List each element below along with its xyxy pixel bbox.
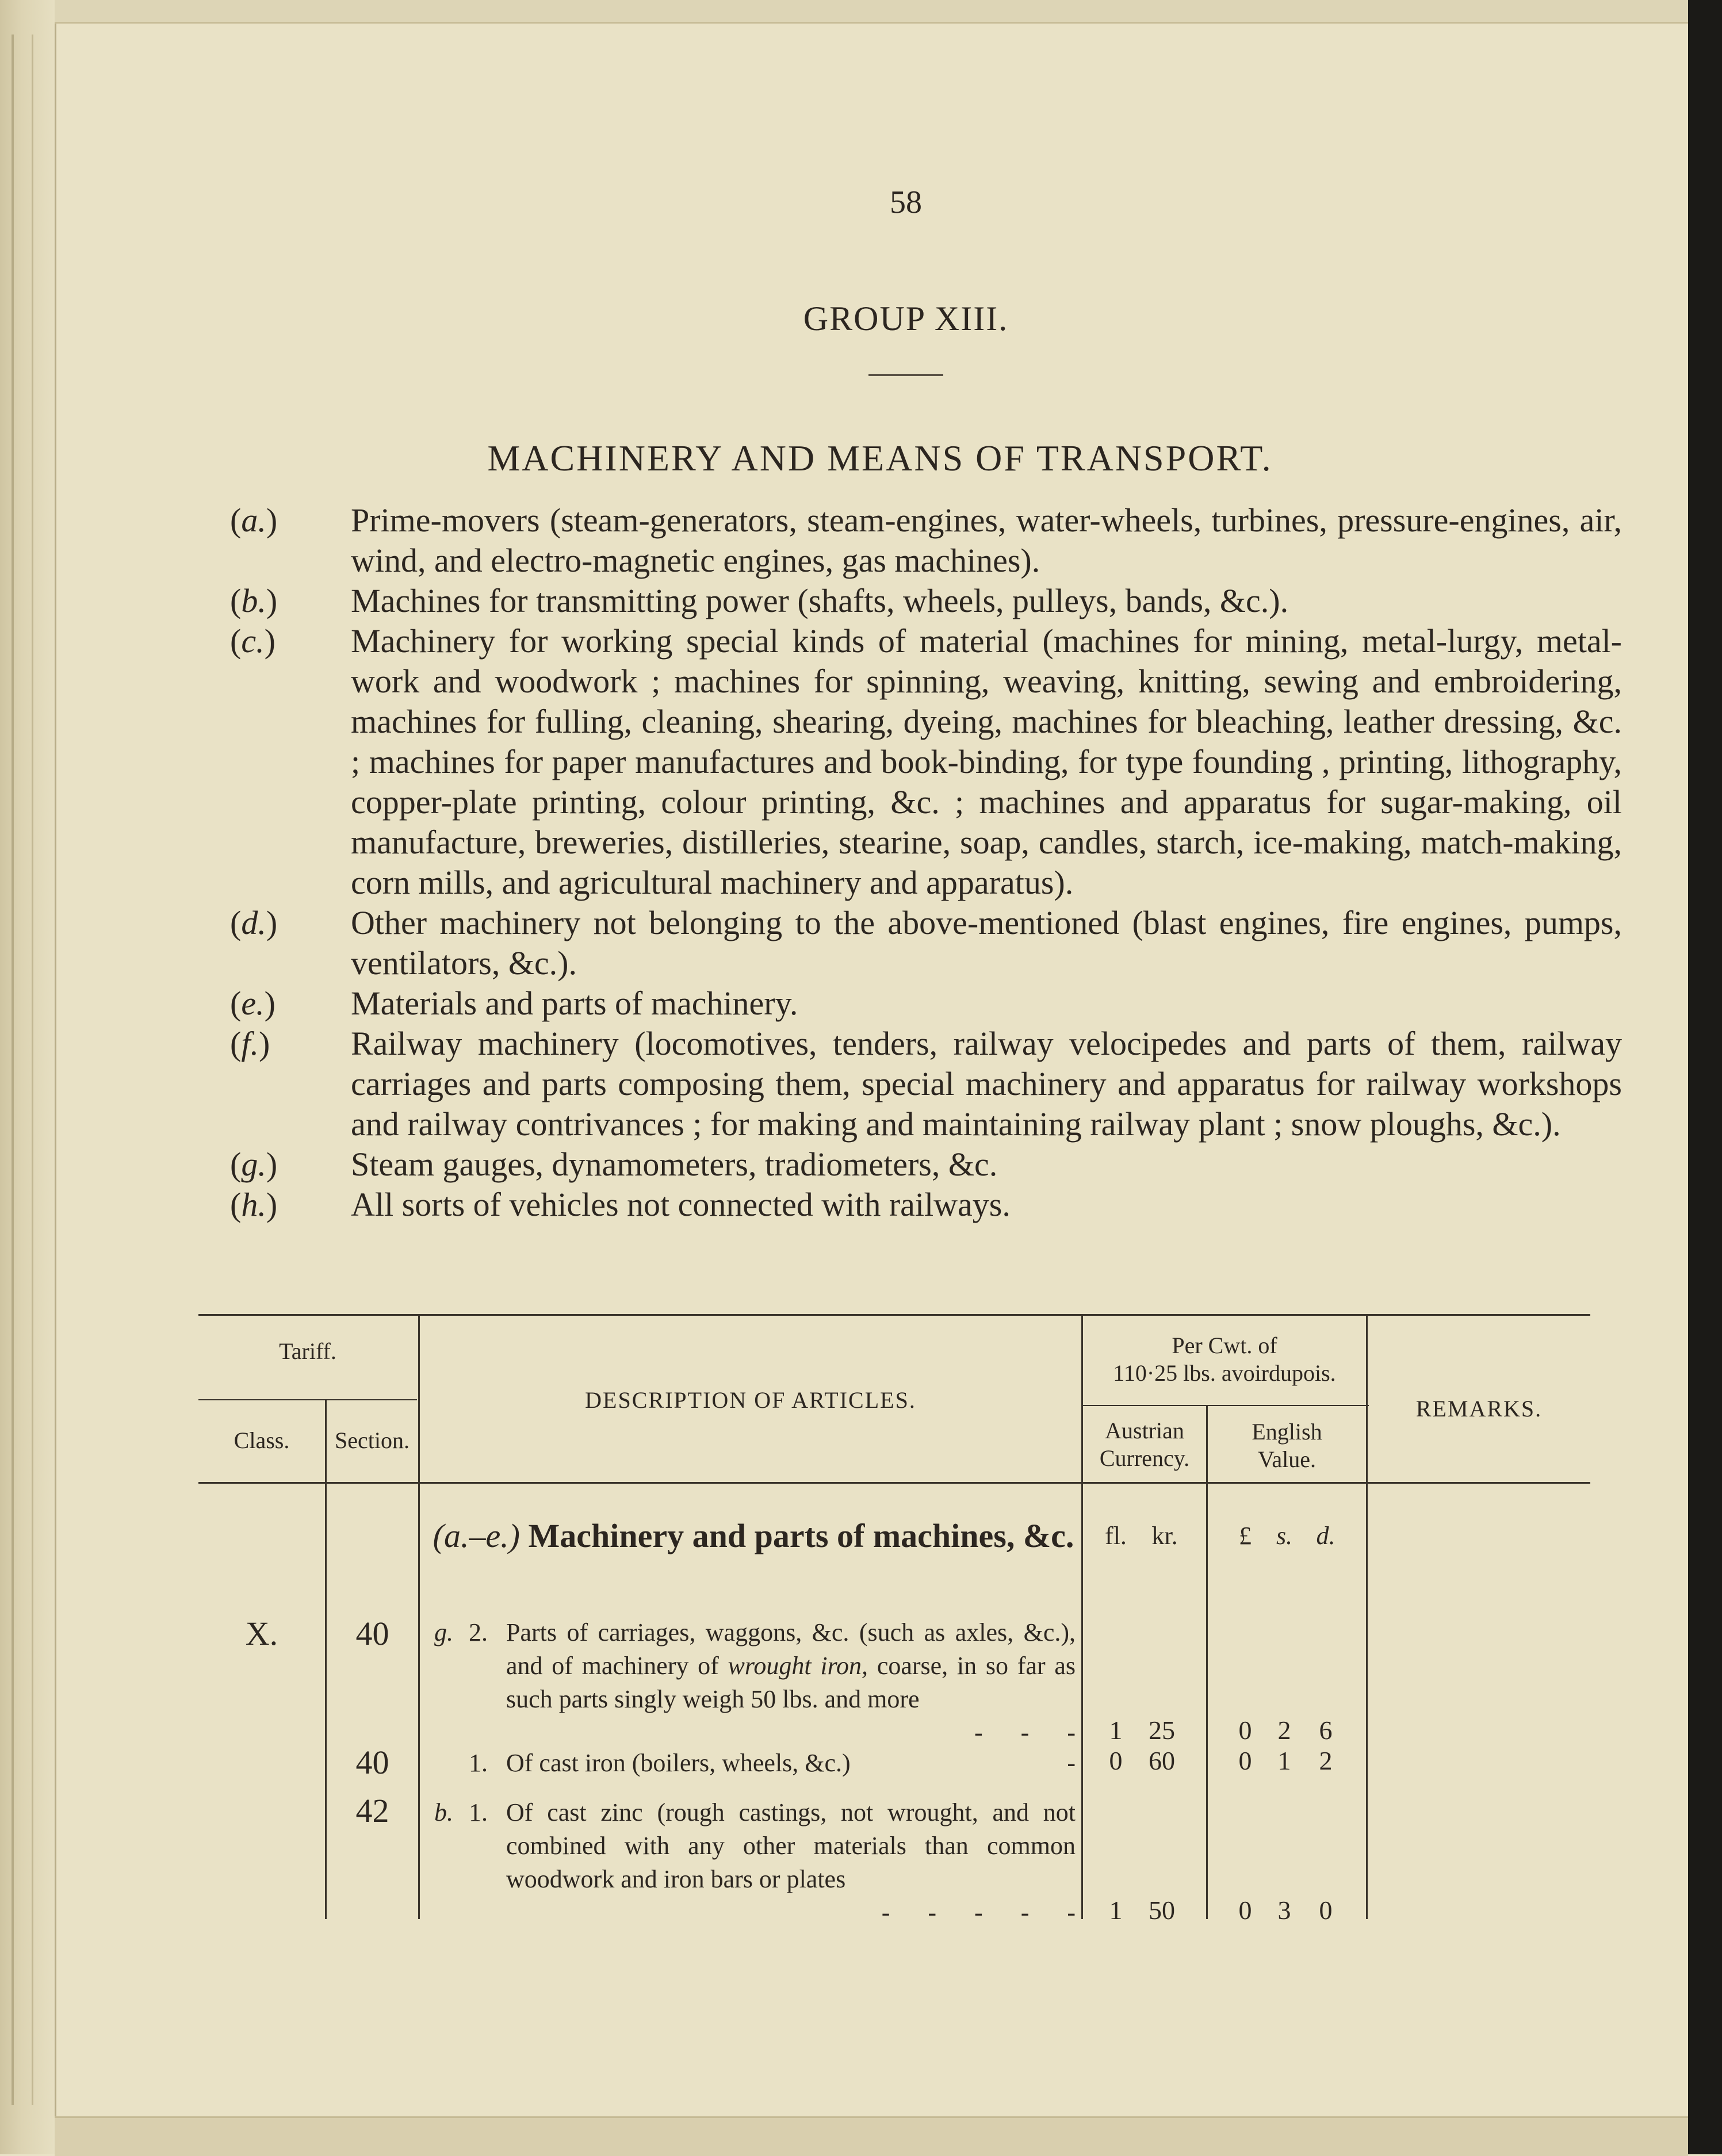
tariff-table [198,1314,1590,1927]
page-edge-top [55,0,1688,24]
body-desc-divider [1081,1482,1083,1919]
unit-pence: d. [1316,1522,1335,1550]
row1-shillings: 2 [1277,1715,1291,1745]
unit-shilling: s. [1276,1522,1293,1550]
header-class: Class. [234,1427,290,1453]
row2-kr: 60 [1149,1746,1175,1775]
list-marker: (g.) [230,1146,278,1183]
category-list [230,500,1622,1225]
list-item [230,500,1622,581]
row1-section: 40 [355,1615,389,1652]
row3-kr: 50 [1149,1895,1175,1925]
header-english-line2: Value. [1257,1446,1317,1472]
header-austrian-line2: Currency. [1099,1445,1190,1471]
row1-fl: 1 [1109,1715,1123,1745]
row2-leaders: - [1067,1749,1076,1777]
list-item-text: Other machinery not belonging to the above-mentioned (blast engines, fire engines, pumps, ventilators, &c.). [351,904,1622,982]
tariff-rule [198,1399,417,1400]
header-description: DESCRIPTION OF ARTICLES. [585,1387,916,1413]
list-item-text: All sorts of vehicles not connected with railways. [351,1186,1011,1223]
table-top-rule [198,1314,1590,1316]
row1-pounds: 0 [1238,1715,1252,1745]
row1-text: Parts of carriages, waggons, &c. (such as axles, &c.), and of machinery of [506,1618,1076,1680]
group-heading [428,1515,1078,1557]
row2-shillings: 1 [1277,1746,1291,1775]
header-remarks: REMARKS. [1415,1396,1543,1422]
group-heading-text: Machinery and parts of machines, &c. [528,1517,1074,1554]
header-austrian-line1: Austrian [1105,1418,1184,1443]
row1-class: X. [245,1615,278,1652]
page-edge-bottom [55,2116,1688,2156]
row3-shillings: 3 [1277,1895,1291,1925]
title-rule [868,374,943,376]
list-item [230,581,1622,621]
per-cwt-rule [1081,1405,1369,1406]
list-item [230,983,1622,1024]
row1-number: 2. [469,1618,488,1646]
header-per-cwt-line2: 110·25 lbs. avoirdupois. [1113,1360,1336,1386]
list-marker: (f.) [230,1025,270,1062]
list-item-text: Machines for transmitting power (shafts, wheels, pulleys, bands, &c.). [351,582,1289,619]
unit-pound: £ [1239,1522,1252,1550]
row3-description: Of cast zinc (rough castings, not wrought, and not combined with any other materials than common woodwork and iron bars or plates [506,1798,1076,1893]
list-item-text: Machinery for working special kinds of material (machines for mining, metal-lurgy, metal-work and woodwork ; machines for spinning, weaving, knitting, sewing and embroidering, machines for fulling, cleaning, shearing, dyeing, machines for bleaching, leather dressing, &c. ; machines for paper manufactures and book-binding, for type founding , printing, lithography, copper-plate printing, colour printing, &c. ; machines and apparatus for sugar-making, oil manufacture, breweries, distilleries, stearine, soap, candles, starch, ice-making, match-making, corn mills, and agricultural machinery and apparatus). [351,622,1622,901]
row1-description [506,1616,1076,1716]
list-item [230,1185,1622,1225]
body-class-divider [325,1482,327,1919]
section-title: MACHINERY AND MEANS OF TRANSPORT. [487,438,1273,478]
row3-letter: b. [434,1798,453,1826]
row1-italic-text: wrought iron, [728,1652,868,1680]
list-item [230,1024,1622,1144]
page-edge-right [1688,0,1722,2154]
row3-number: 1. [469,1798,488,1826]
row3-section: 42 [355,1792,389,1829]
list-marker: (c.) [230,622,275,660]
row2-pence: 2 [1319,1746,1333,1775]
list-marker: (b.) [230,582,278,619]
list-item-text: Railway machinery (locomotives, tenders, railway velocipedes and parts of them, railway carriages and parts composing them, special machinery and apparatus for railway workshops and railway contrivances ; for making and maintaining railway plant ; snow ploughs, &c.). [351,1025,1622,1143]
row2-description: Of cast iron (boilers, wheels, &c.) [506,1749,851,1777]
header-section: Section. [335,1427,410,1453]
list-item [230,621,1622,903]
group-heading-prefix: (a.–e.) [433,1517,520,1554]
header-english-line1: English [1252,1419,1322,1445]
group-title: GROUP XIII. [803,300,1009,338]
row3-pounds: 0 [1238,1895,1252,1925]
row3-leaders: - - - - - [881,1898,1076,1927]
row3-pence: 0 [1319,1895,1333,1925]
body-currency-divider [1206,1482,1208,1919]
list-item [230,903,1622,983]
list-marker: (h.) [230,1186,278,1223]
row1-letter: g. [434,1618,453,1646]
row1-kr: 25 [1149,1715,1175,1745]
unit-kreuzer: kr. [1151,1522,1178,1550]
row2-fl: 0 [1109,1746,1123,1775]
list-item [230,1144,1622,1185]
list-marker: (e.) [230,985,275,1022]
row2-section: 40 [355,1744,389,1781]
list-item-text: Steam gauges, dynamometers, tradiometers, &c. [351,1146,998,1183]
page-edge-left [0,0,56,2154]
header-per-cwt-line1: Per Cwt. of [1172,1332,1277,1358]
unit-florin: fl. [1105,1522,1127,1550]
header-tariff: Tariff. [279,1338,336,1364]
row2-pounds: 0 [1238,1746,1252,1775]
list-item-text: Materials and parts of machinery. [351,985,798,1022]
page-number: 58 [890,185,922,220]
row1-pence: 6 [1319,1715,1333,1745]
row1-text-after: coarse, in so far as such parts singly weigh 50 lbs. and more [506,1652,1076,1713]
row3-fl: 1 [1109,1895,1123,1925]
row2-number: 1. [469,1749,488,1777]
body-value-divider [1366,1482,1368,1919]
list-item-text: Prime-movers (steam-generators, steam-engines, water-wheels, turbines, pressure-engines, air, wind, and electro-magnetic engines, gas machines). [351,501,1622,579]
body-section-divider [418,1482,420,1919]
list-marker: (a.) [230,501,278,539]
header-bottom-rule [198,1482,1590,1484]
list-marker: (d.) [230,904,278,941]
row1-leaders: - - - [974,1718,1076,1747]
